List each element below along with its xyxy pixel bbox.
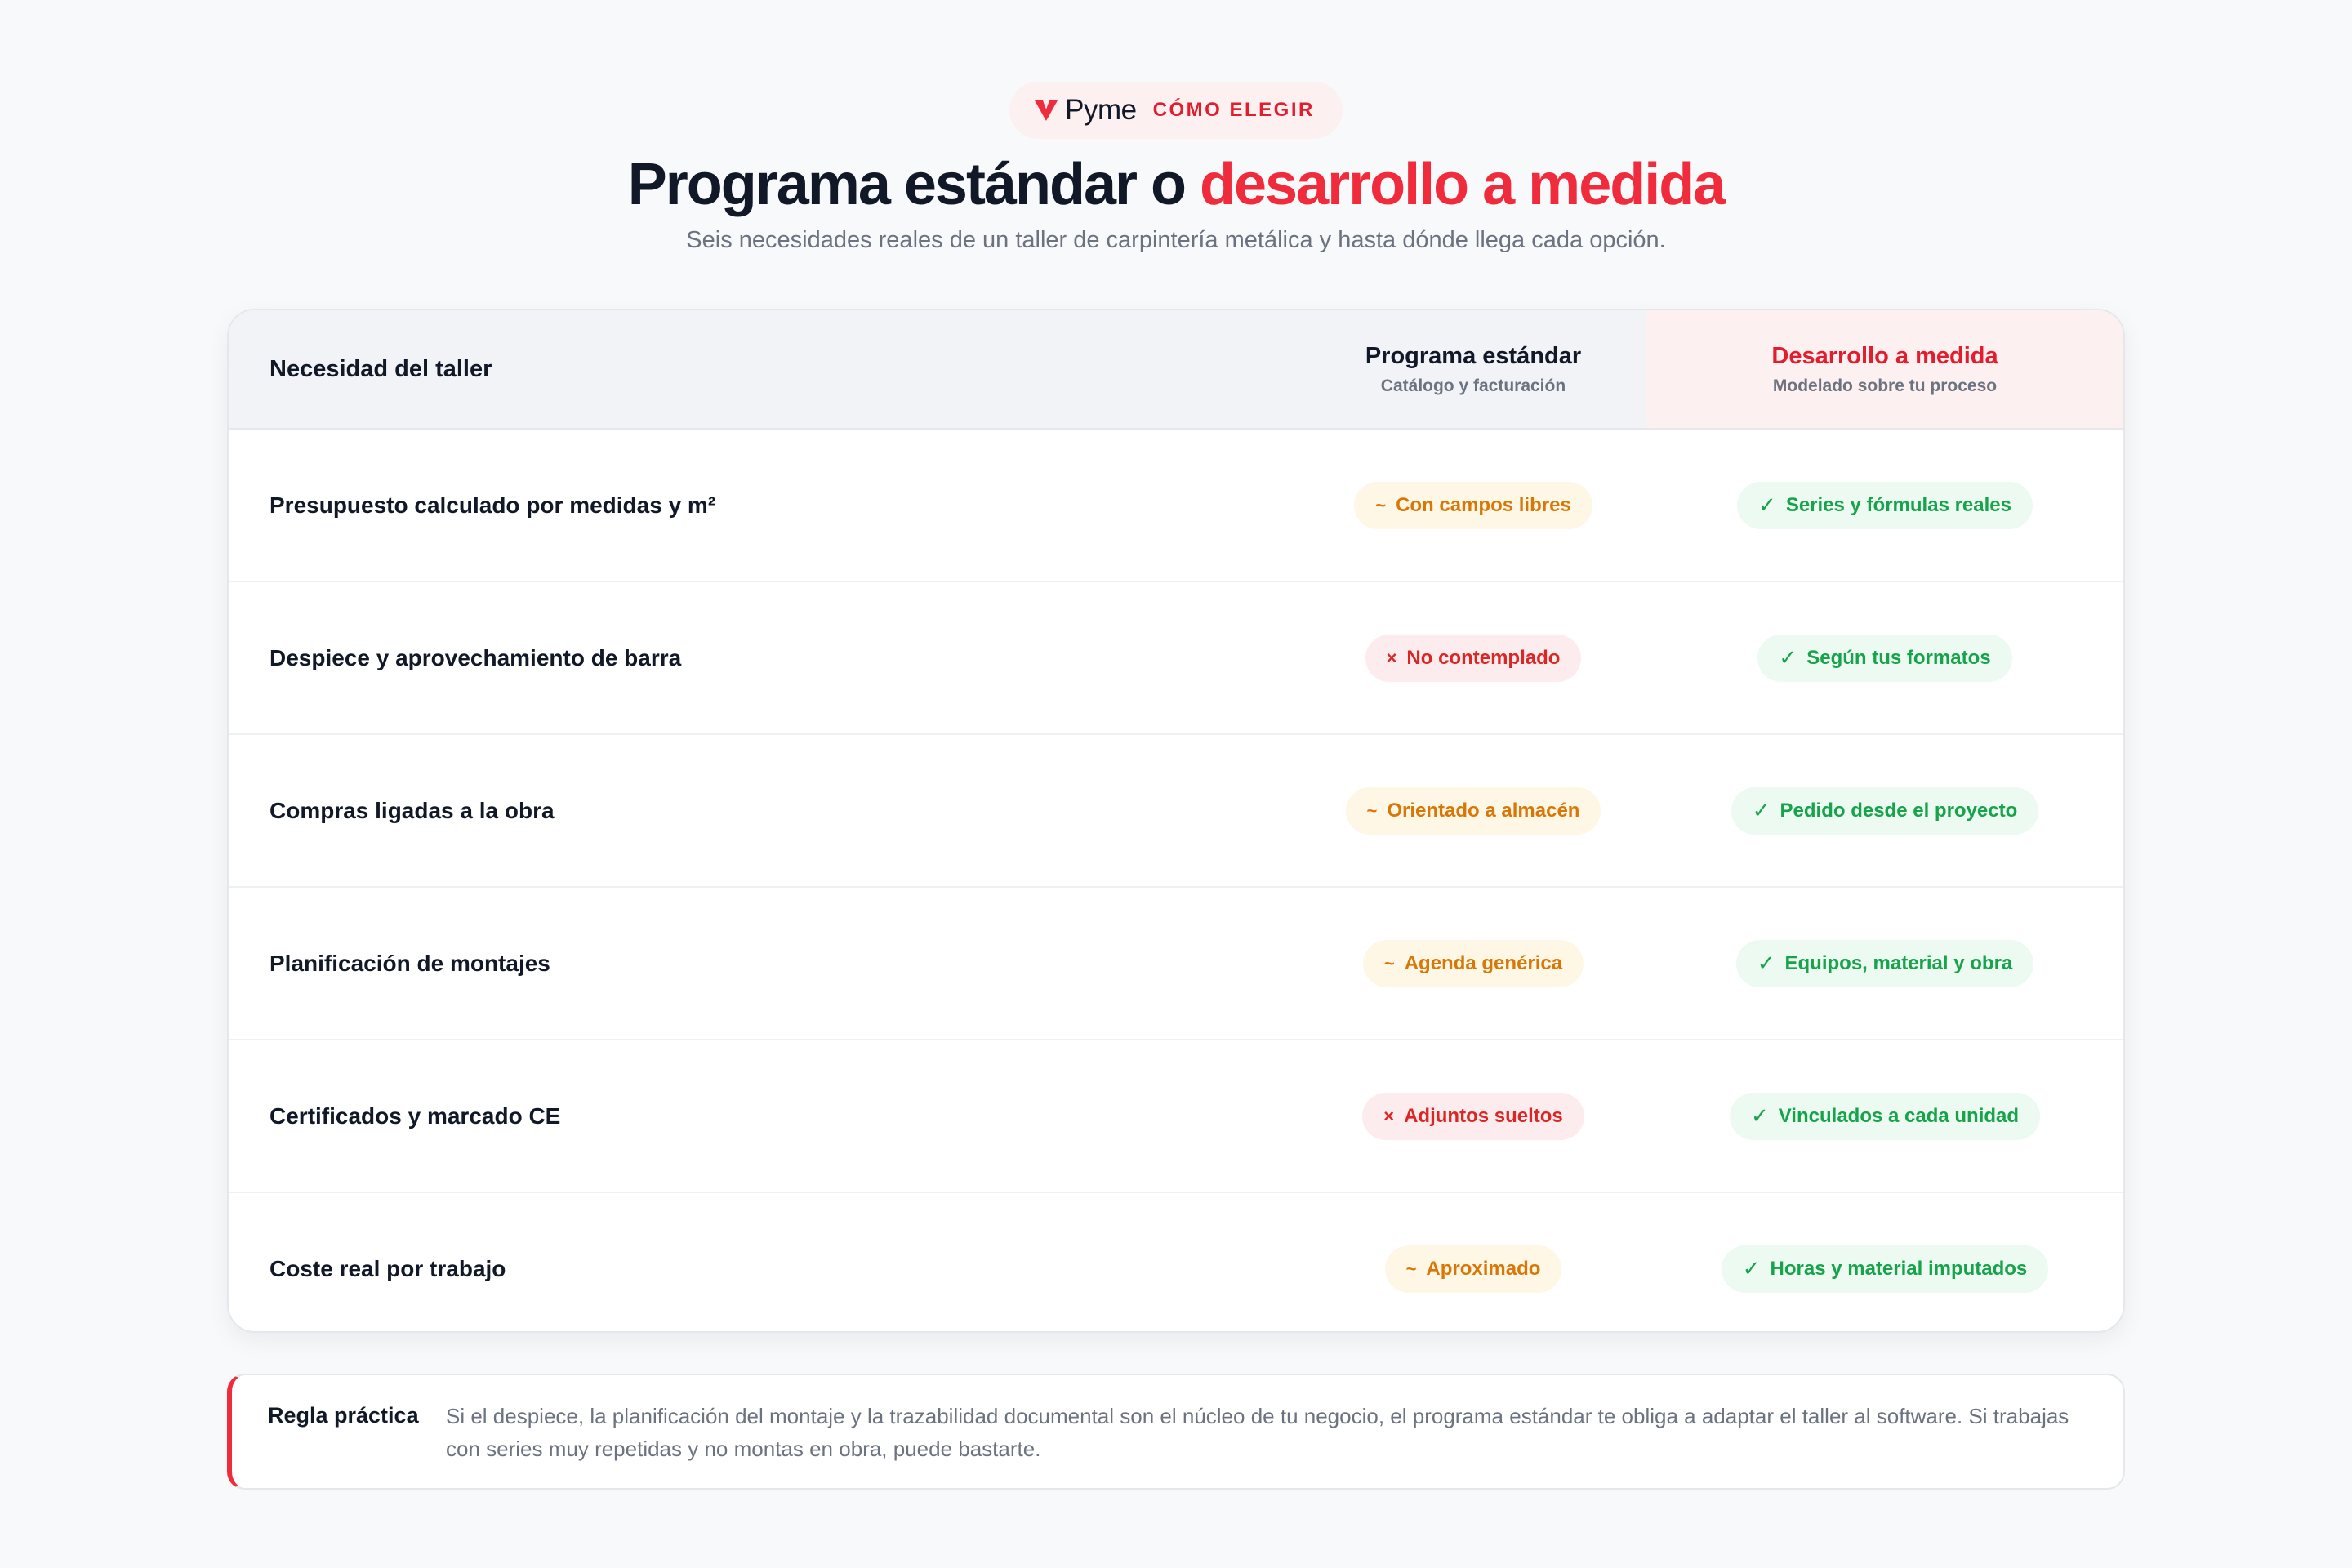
status-badge-yes xyxy=(1722,1245,2049,1293)
brand-name: Pyme xyxy=(1065,94,1137,126)
tilde-icon: ~ xyxy=(1375,494,1387,515)
column-subtitle-custom: Modelado sobre tu proceso xyxy=(1772,376,1998,395)
title-accent: desarrollo a medida xyxy=(1200,152,1725,217)
need-label: Certificados y marcado CE xyxy=(270,1102,561,1129)
status-badge-no xyxy=(1362,1093,1584,1140)
brand-logo xyxy=(1034,94,1136,127)
check-icon: ✓ xyxy=(1752,798,1771,822)
status-text: Según tus formatos xyxy=(1806,646,1991,669)
status-text: Adjuntos sueltos xyxy=(1404,1104,1563,1127)
status-badge-partial xyxy=(1385,1245,1562,1293)
standard-cell xyxy=(1300,482,1646,529)
need-label: Coste real por trabajo xyxy=(270,1255,506,1281)
standard-cell xyxy=(1300,635,1646,682)
custom-cell xyxy=(1646,635,2123,682)
need-label: Presupuesto calculado por medidas y m² xyxy=(270,492,716,518)
table-row xyxy=(229,1040,2123,1193)
status-text: Horas y material imputados xyxy=(1770,1257,2028,1280)
status-text: Equipos, material y obra xyxy=(1784,951,2013,974)
table-row xyxy=(229,1193,2123,1333)
status-text: No contemplado xyxy=(1406,646,1561,669)
table-header xyxy=(229,310,2123,430)
status-text: Pedido desde el proyecto xyxy=(1780,799,2018,822)
table-body xyxy=(229,430,2123,1333)
cross-icon: × xyxy=(1383,1105,1395,1126)
column-title-standard: Programa estándar xyxy=(1365,342,1582,369)
practical-rule-callout xyxy=(227,1374,2125,1490)
rule-text: Si el despiece, la planificación del montaje y la trazabilidad documental son el núcleo de tu negocio, el programa estándar te obliga a adaptar el taller al software. Si trabajas con series muy repetidas y no montas en obra, puede bastarte. xyxy=(446,1404,2069,1461)
standard-cell xyxy=(1300,1093,1646,1140)
status-badge-partial xyxy=(1354,482,1592,529)
status-badge-yes xyxy=(1736,940,2034,987)
need-label: Planificación de montajes xyxy=(270,950,550,976)
column-header-standard xyxy=(1300,310,1646,428)
comparison-table xyxy=(227,309,2125,1333)
check-icon: ✓ xyxy=(1758,492,1776,517)
status-badge-yes xyxy=(1757,635,2011,682)
custom-cell xyxy=(1646,1093,2123,1140)
eyebrow-badge xyxy=(1009,82,1343,139)
table-row xyxy=(229,888,2123,1040)
status-text: Series y fórmulas reales xyxy=(1785,493,2011,516)
custom-cell xyxy=(1646,787,2123,835)
tilde-icon: ~ xyxy=(1383,952,1395,973)
status-badge-yes xyxy=(1731,787,2039,835)
status-text: Vinculados a cada unidad xyxy=(1778,1104,2020,1127)
eyebrow-label: CÓMO ELEGIR xyxy=(1152,99,1315,121)
tilde-icon: ~ xyxy=(1366,800,1378,821)
table-row xyxy=(229,430,2123,582)
column-subtitle-standard: Catálogo y facturación xyxy=(1380,376,1566,395)
table-row xyxy=(229,582,2123,735)
column-header-custom xyxy=(1646,310,2123,428)
need-label: Despiece y aprovechamiento de barra xyxy=(270,644,682,670)
status-text: Aproximado xyxy=(1426,1257,1541,1280)
table-row xyxy=(229,735,2123,888)
status-badge-yes xyxy=(1730,1093,2040,1140)
status-text: Con campos libres xyxy=(1396,493,1571,516)
check-icon: ✓ xyxy=(1779,645,1797,670)
column-title-custom: Desarrollo a medida xyxy=(1771,342,1998,369)
tilde-icon: ~ xyxy=(1405,1258,1417,1279)
check-icon: ✓ xyxy=(1757,951,1775,975)
need-label: Compras ligadas a la obra xyxy=(270,797,555,823)
eyebrow-wrap xyxy=(0,82,2352,139)
status-badge-partial xyxy=(1346,787,1601,835)
check-icon: ✓ xyxy=(1750,1103,1769,1128)
status-badge-yes xyxy=(1737,482,2033,529)
custom-cell xyxy=(1646,940,2123,987)
status-text: Agenda genérica xyxy=(1404,951,1563,974)
page-subtitle: Seis necesidades reales de un taller de carpintería metálica y hasta dónde llega cada opción. xyxy=(686,227,1666,253)
column-header-need: Necesidad del taller xyxy=(229,310,1300,428)
custom-cell xyxy=(1646,482,2123,529)
page-title xyxy=(0,149,2352,220)
standard-cell xyxy=(1300,787,1646,835)
status-badge-partial xyxy=(1363,940,1584,987)
cross-icon: × xyxy=(1386,647,1397,668)
standard-cell xyxy=(1300,1245,1646,1293)
status-text: Orientado a almacén xyxy=(1387,799,1580,822)
brand-v-icon xyxy=(1034,99,1058,122)
title-main: Programa estándar o xyxy=(627,152,1200,217)
check-icon: ✓ xyxy=(1742,1256,1761,1281)
rule-label: Regla práctica xyxy=(268,1403,419,1428)
status-badge-no xyxy=(1365,635,1582,682)
custom-cell xyxy=(1646,1245,2123,1293)
standard-cell xyxy=(1300,940,1646,987)
